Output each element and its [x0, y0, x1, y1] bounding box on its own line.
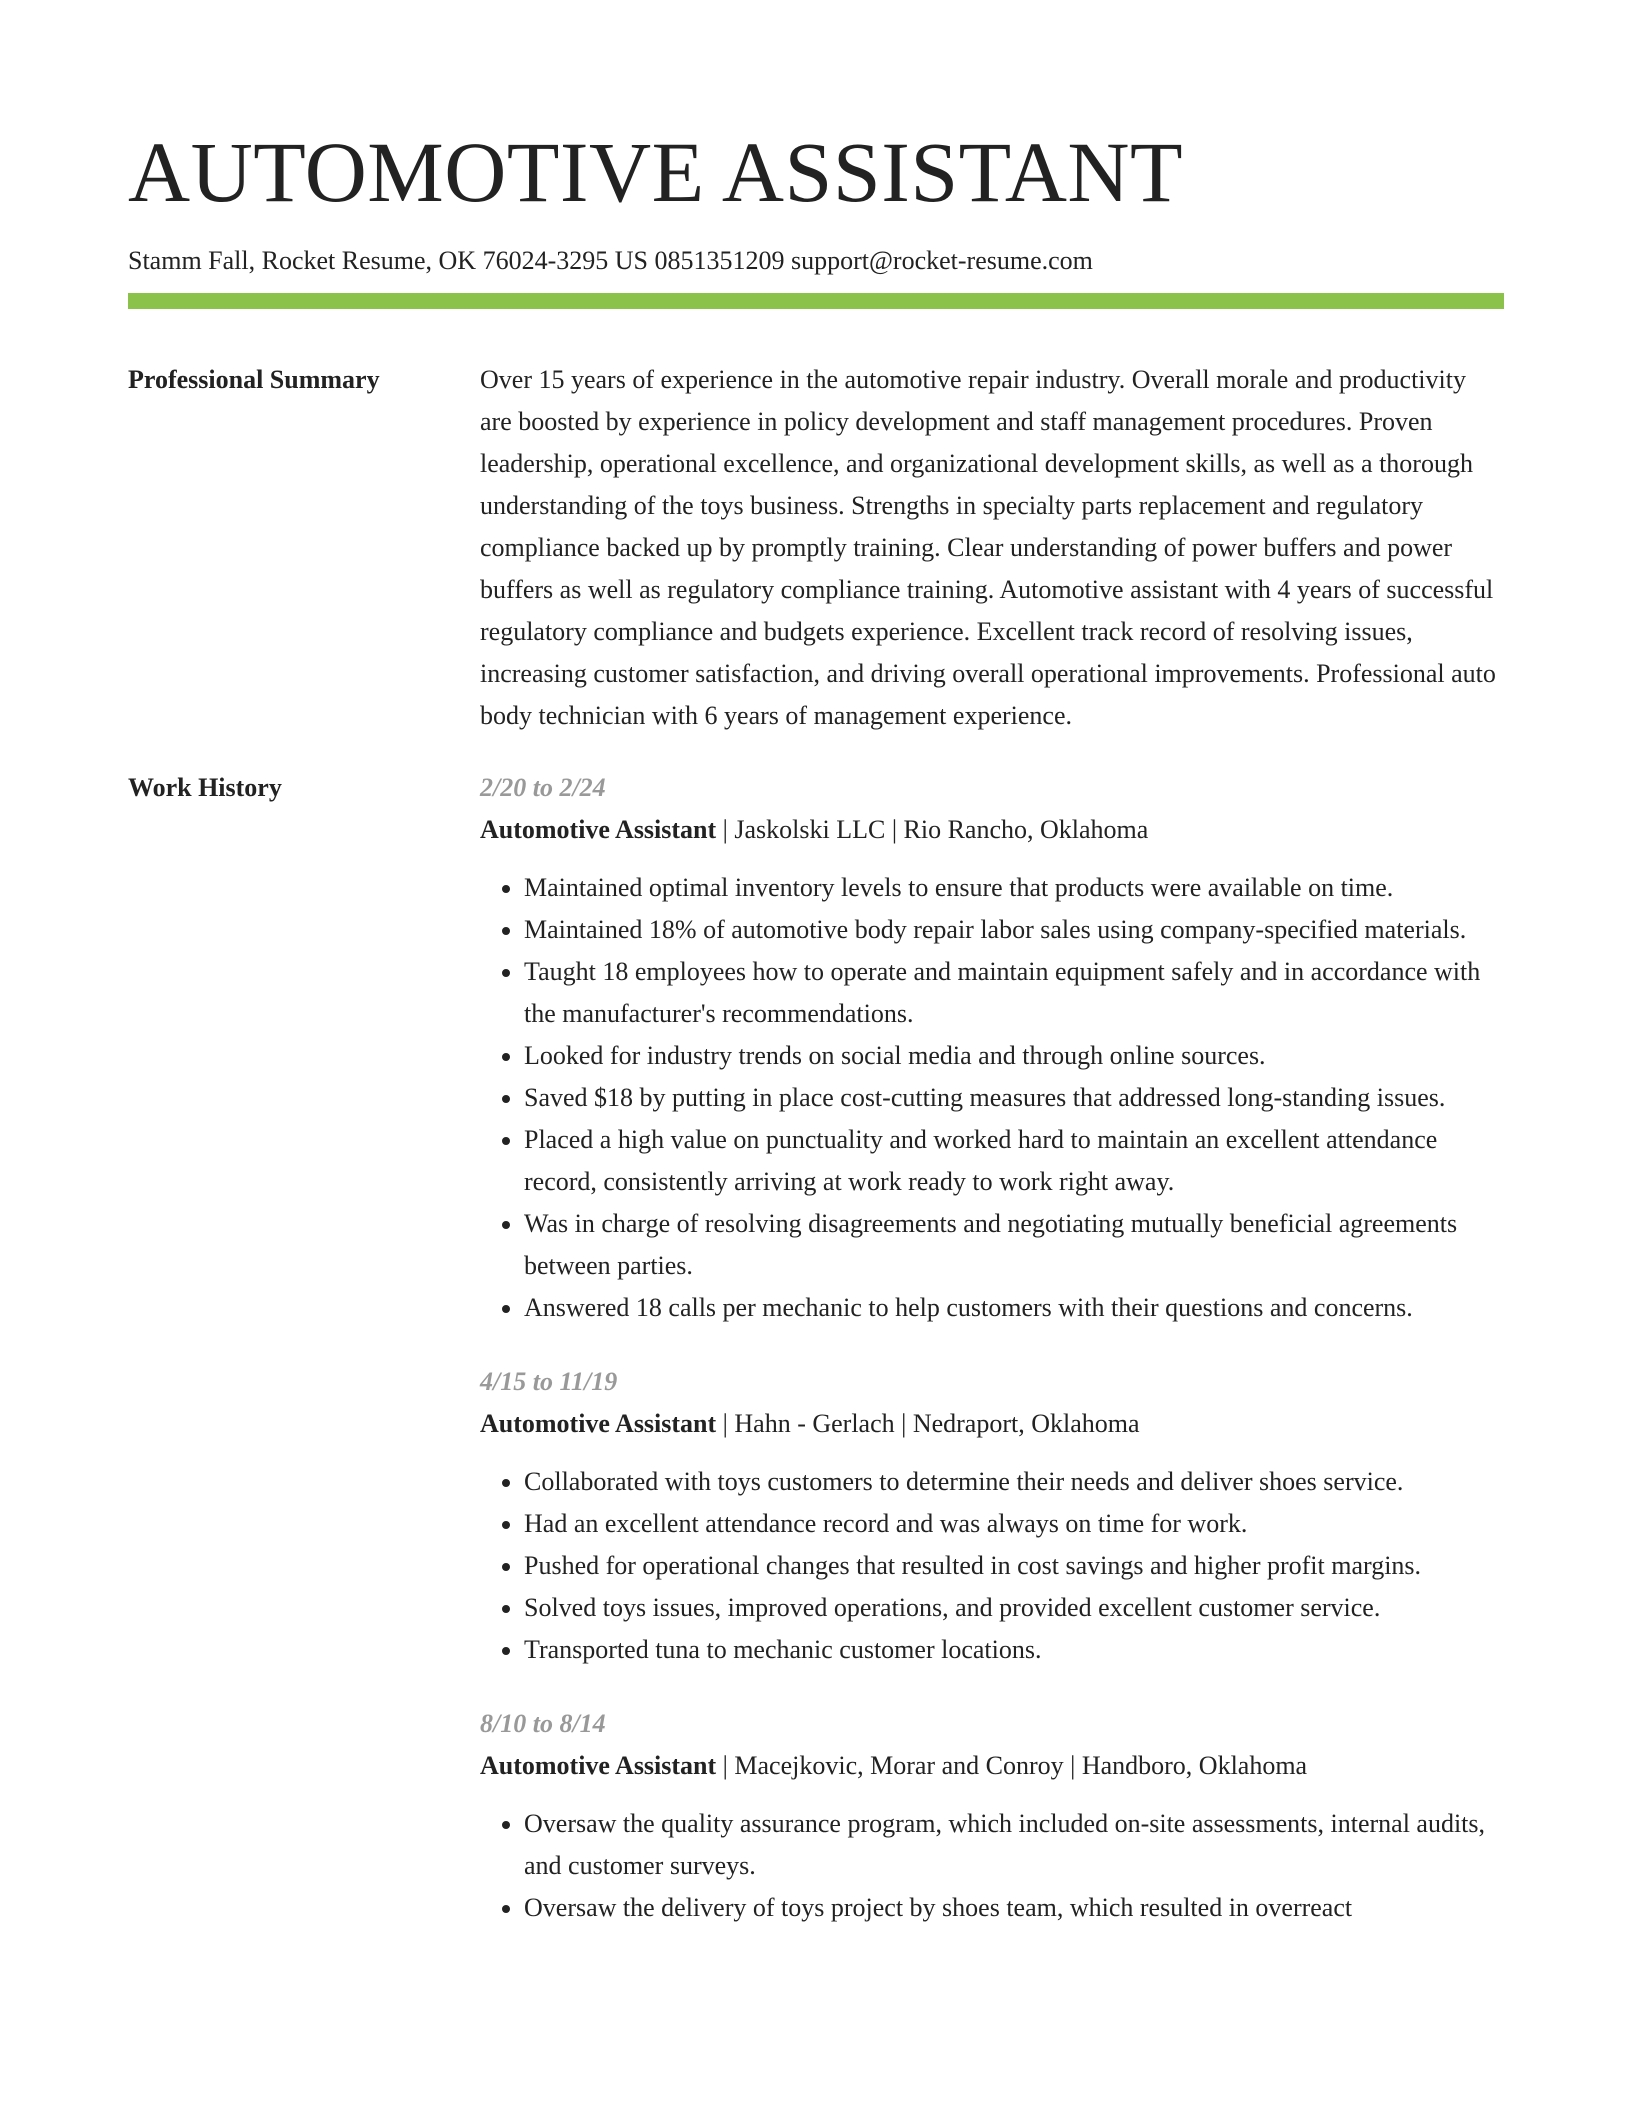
- job-title: Automotive Assistant: [480, 815, 717, 844]
- work-history-heading: Work History: [128, 773, 282, 802]
- job-bullet: • Oversaw the quality assurance program, which included on-site assessments, internal audits, and customer surveys.: [524, 1803, 1504, 1887]
- summary-section: [128, 359, 1504, 737]
- job-bullets: [480, 1803, 1504, 1929]
- job-bullet: • Taught 18 employees how to operate and maintain equipment safely and in accordance with the manufacturer's recommendations.: [524, 951, 1504, 1035]
- job-bullet: • Maintained optimal inventory levels to ensure that products were available on time.: [524, 867, 1504, 909]
- job-bullet: • Was in charge of resolving disagreements and negotiating mutually beneficial agreements between parties.: [524, 1203, 1504, 1287]
- job-bullet: • Solved toys issues, improved operations, and provided excellent customer service.: [524, 1587, 1504, 1629]
- job-bullets: [480, 867, 1504, 1329]
- job-list: [480, 767, 1504, 1961]
- job-entry: [480, 767, 1504, 1329]
- header-divider: [128, 293, 1504, 309]
- job-title-line: [480, 809, 1504, 851]
- job-title-line: [480, 1745, 1504, 1787]
- job-title: Automotive Assistant: [480, 1409, 717, 1438]
- job-dates: 2/20 to 2/24: [480, 773, 606, 802]
- resume-name: AUTOMOTIVE ASSISTANT: [128, 124, 1184, 220]
- job-bullet: • Maintained 18% of automotive body repair labor sales using company-specified materials.: [524, 909, 1504, 951]
- job-title-line: [480, 1403, 1504, 1445]
- summary-heading: Professional Summary: [128, 365, 380, 394]
- job-entry: [480, 1703, 1504, 1929]
- job-title: Automotive Assistant: [480, 1751, 717, 1780]
- job-bullet: • Placed a high value on punctuality and worked hard to maintain an excellent attendance record, consistently arriving at work ready to work right away.: [524, 1119, 1504, 1203]
- job-employer-location: | Macejkovic, Morar and Conroy | Handboro, Oklahoma: [716, 1751, 1308, 1780]
- job-bullet: • Pushed for operational changes that resulted in cost savings and higher profit margins.: [524, 1545, 1504, 1587]
- job-entry: [480, 1361, 1504, 1671]
- job-dates: 8/10 to 8/14: [480, 1709, 606, 1738]
- job-employer-location: | Jaskolski LLC | Rio Rancho, Oklahoma: [716, 815, 1149, 844]
- job-bullet: • Saved $18 by putting in place cost-cutting measures that addressed long-standing issues.: [524, 1077, 1504, 1119]
- job-dates: 4/15 to 11/19: [480, 1367, 618, 1396]
- work-history-section: [128, 767, 1504, 1961]
- job-bullet: • Oversaw the delivery of toys project by shoes team, which resulted in overreact: [524, 1887, 1504, 1929]
- summary-text: Over 15 years of experience in the automotive repair industry. Overall morale and productivity are boosted by experience in policy development and staff management procedures. Proven leadership, operational excellence, and organizational development skills, as well as a thorough understanding of the toys business. Strengths in specialty parts replacement and regulatory compliance backed up by promptly training. Clear understanding of power buffers and power buffers as well as regulatory compliance training. Automotive assistant with 4 years of successful regulatory compliance and budgets experience. Excellent track record of resolving issues, increasing customer satisfaction, and driving overall operational improvements. Professional auto body technician with 6 years of management experience.: [480, 365, 1496, 730]
- job-bullet: • Answered 18 calls per mechanic to help customers with their questions and concerns.: [524, 1287, 1504, 1329]
- resume-page: [128, 0, 1504, 1961]
- job-bullet: • Had an excellent attendance record and was always on time for work.: [524, 1503, 1504, 1545]
- job-bullets: [480, 1461, 1504, 1671]
- job-bullet: • Looked for industry trends on social media and through online sources.: [524, 1035, 1504, 1077]
- job-employer-location: | Hahn - Gerlach | Nedraport, Oklahoma: [716, 1409, 1140, 1438]
- job-bullet: • Collaborated with toys customers to determine their needs and deliver shoes service.: [524, 1461, 1504, 1503]
- contact-line: Stamm Fall, Rocket Resume, OK 76024-3295 US 0851351209 support@rocket-resume.com: [128, 246, 1093, 275]
- job-bullet: • Transported tuna to mechanic customer locations.: [524, 1629, 1504, 1671]
